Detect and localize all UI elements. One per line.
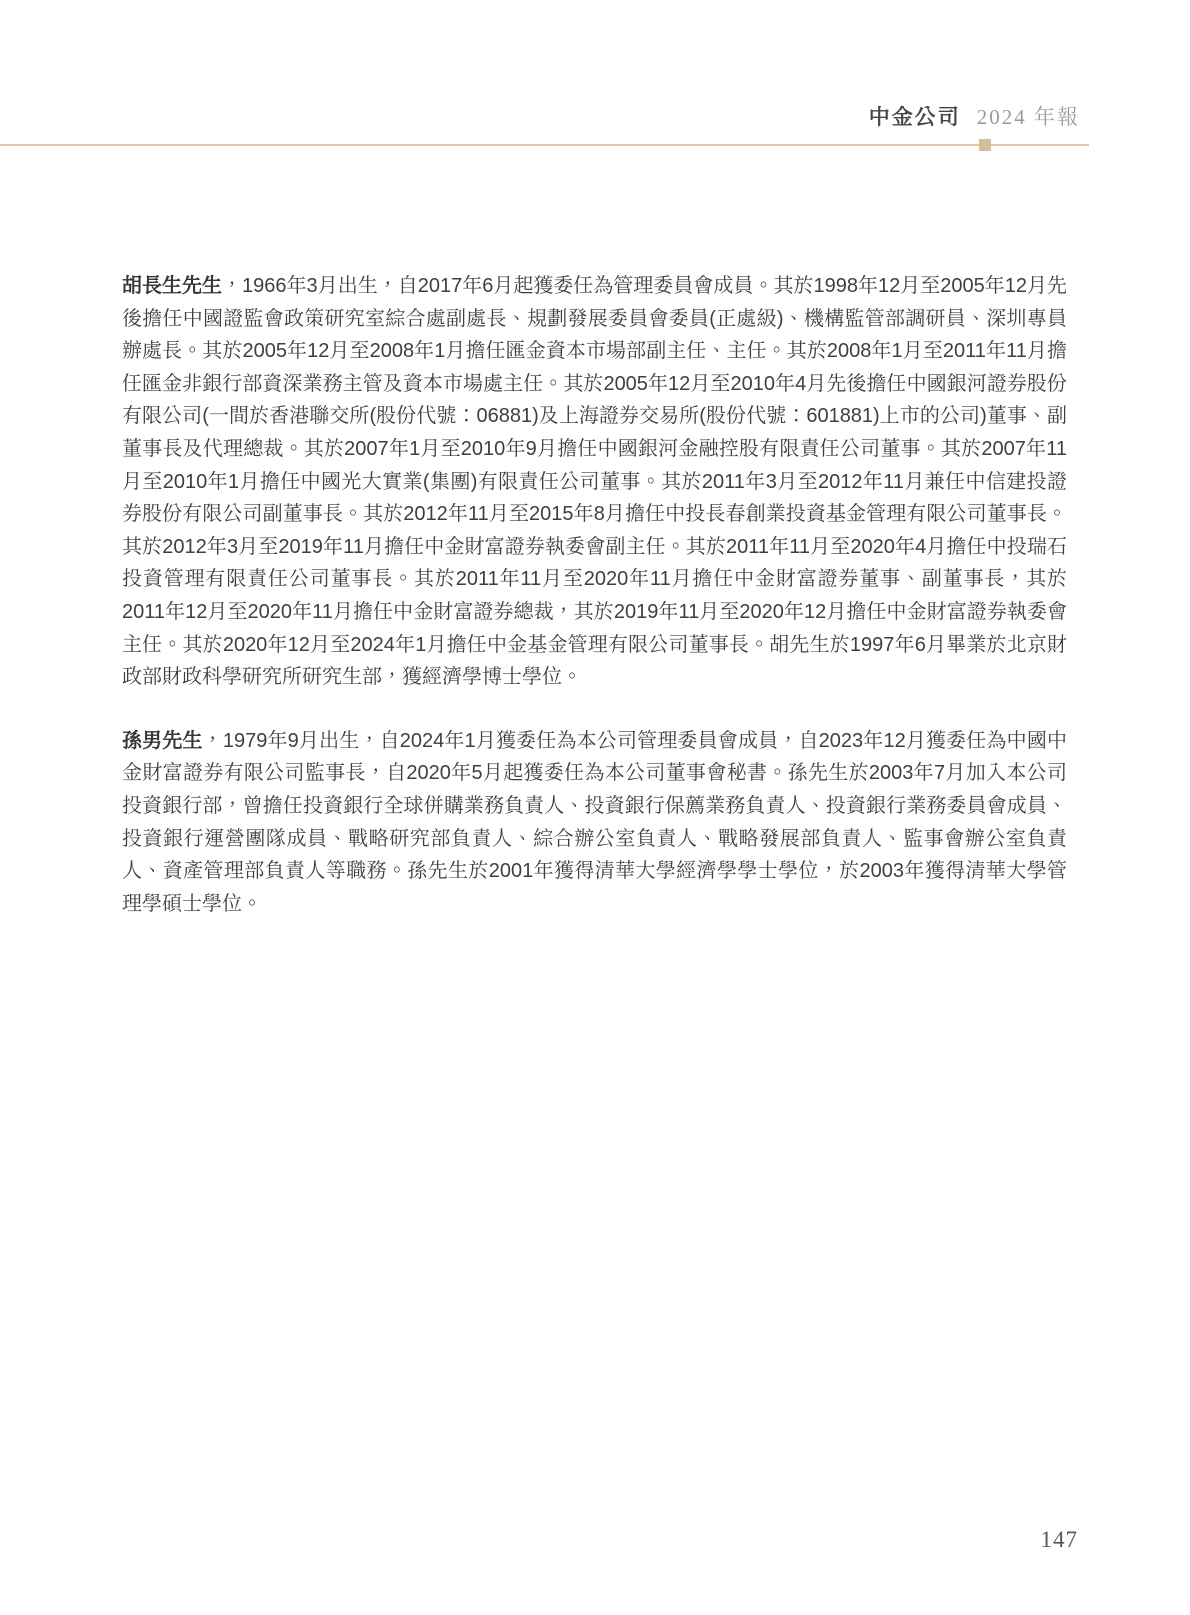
report-year-text: 2024 年報: [976, 105, 1080, 129]
bio-paragraph: [122, 270, 1067, 694]
page-header: [869, 101, 1080, 131]
bio-paragraph: [122, 725, 1067, 921]
page-number: 147: [1040, 1527, 1078, 1552]
biography-section: [122, 270, 1067, 920]
person-name: 孫男先生: [122, 729, 203, 752]
company-name-text: 中金公司: [868, 105, 961, 129]
header-divider-line: [0, 144, 1089, 146]
header-divider-square: [979, 139, 991, 151]
person-name: 胡長生先生: [122, 275, 223, 297]
bio-text: ，1966年3月出生，自2017年6月起獲委任為管理委員會成員。其於1998年12月至2005年12月先後擔任中國證監會政策研究室綜合處副處長、規劃發展委員會委員(正處級)、機構監管部調研員、深圳專員辦處長。其於2005年12月至2008年1月擔任匯金資本市場部副主任、主任。其於2008年1月至2011年11月擔任匯金非銀行部資深業務主管及資本市場處主任。其於2005年12月至2010年4月先後擔任中國銀河證券股份有限公司(一間於香港聯交所(股份代號：06881)及上海證券交易所(股份代號：601881)上市的公司)董事、副董事長及代理總裁。其於2007年1月至2010年9月擔任中國銀河金融控股有限責任公司董事。其於2007年11月至2010年1月擔任中國光大實業(集團)有限責任公司董事。其於2011年3月至2012年11月兼任中信建投證券股份有限公司副董事長。其於2012年11月至2015年8月擔任中投長春創業投資基金管理有限公司董事長。其於2012年3月至2019年11月擔任中金財富證券執委會副主任。其於2011年11月至2020年4月擔任中投瑞石投資管理有限責任公司董事長。其於2011年11月至2020年11月擔任中金財富證券董事、副董事長，其於2011年12月至2020年11月擔任中金財富證券總裁，其於2019年11月至2020年12月擔任中金財富證券執委會主任。其於2020年12月至2024年1月擔任中金基金管理有限公司董事長。胡先生於1997年6月畢業於北京財政部財政科學研究所研究生部，獲經濟學博士學位。: [122, 275, 1068, 689]
bio-text: ，1979年9月出生，自2024年1月獲委任為本公司管理委員會成員，自2023年12月獲委任為中國中金財富證券有限公司監事長，自2020年5月起獲委任為本公司董事會秘書。孫先生於2003年7月加入本公司投資銀行部，曾擔任投資銀行全球併購業務負責人、投資銀行保薦業務負責人、投資銀行業務委員會成員、投資銀行運營團隊成員、戰略研究部負責人、綜合辦公室負責人、戰略發展部負責人、監事會辦公室負責人、資產管理部負責人等職務。孫先生於2001年獲得清華大學經濟學學士學位，於2003年獲得清華大學管理學碩士學位。: [122, 729, 1068, 915]
